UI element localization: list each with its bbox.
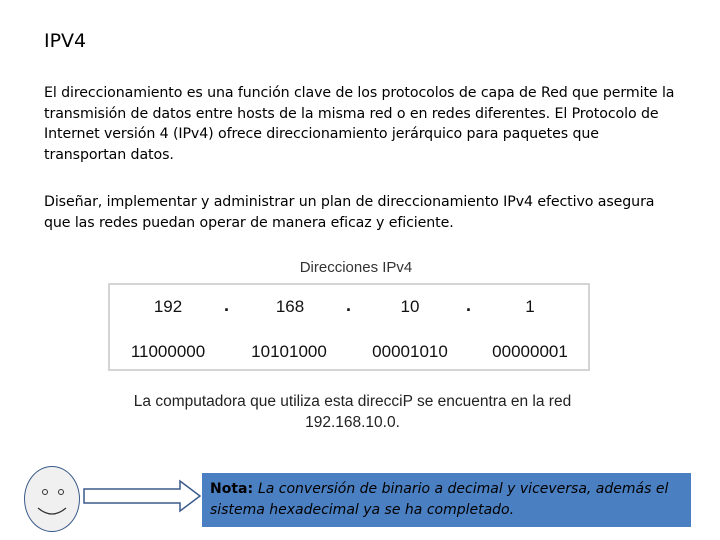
octet-3-binary: 00001010: [372, 342, 448, 361]
intro-paragraph: El direccionamiento es una función clave de los protocolos de capa de Red que permite la transmisión de datos entre hosts de la misma red o en redes diferentes. El Protocolo de Internet versión 4 (IPv4) ofrece direccionamiento jerárquico para paquetes que transportan datos.: [44, 85, 675, 163]
ipv4-address-box: [108, 283, 590, 371]
caption-line-2: 192.168.10.0.: [305, 414, 400, 431]
note-text: La conversión de binario a decimal y viceversa, además el sistema hexadecimal ya se ha completado.: [210, 481, 669, 518]
octet-separator: .: [346, 295, 352, 315]
octet-1-decimal: 192: [153, 297, 183, 316]
caption-line-1: La computadora que utiliza esta direcciP se encuentra en la red: [133, 393, 572, 410]
page-title: IPV4: [44, 30, 87, 52]
octet-3-decimal: 10: [400, 297, 420, 316]
design-paragraph: Diseñar, implementar y administrar un plan de direccionamiento IPv4 efectivo asegura que las redes puedan operar de manera eficaz y eficiente.: [44, 194, 655, 231]
figure-caption: [100, 391, 605, 433]
octet-4-decimal: 1: [525, 297, 535, 316]
face-smile: [24, 466, 80, 532]
note-box: [202, 473, 691, 527]
octet-separator: .: [466, 295, 472, 315]
octet-4-binary: 00000001: [492, 342, 568, 361]
smiley-face-icon: [24, 466, 80, 532]
octet-2-binary: 10101000: [251, 342, 327, 361]
figure-title: Direcciones IPv4: [299, 259, 413, 276]
octet-1-binary: 11000000: [130, 342, 206, 361]
octet-2-decimal: 168: [275, 297, 305, 316]
octet-separator: .: [224, 295, 230, 315]
arrow-right-icon: [82, 479, 204, 513]
note-label: Nota:: [210, 481, 258, 497]
